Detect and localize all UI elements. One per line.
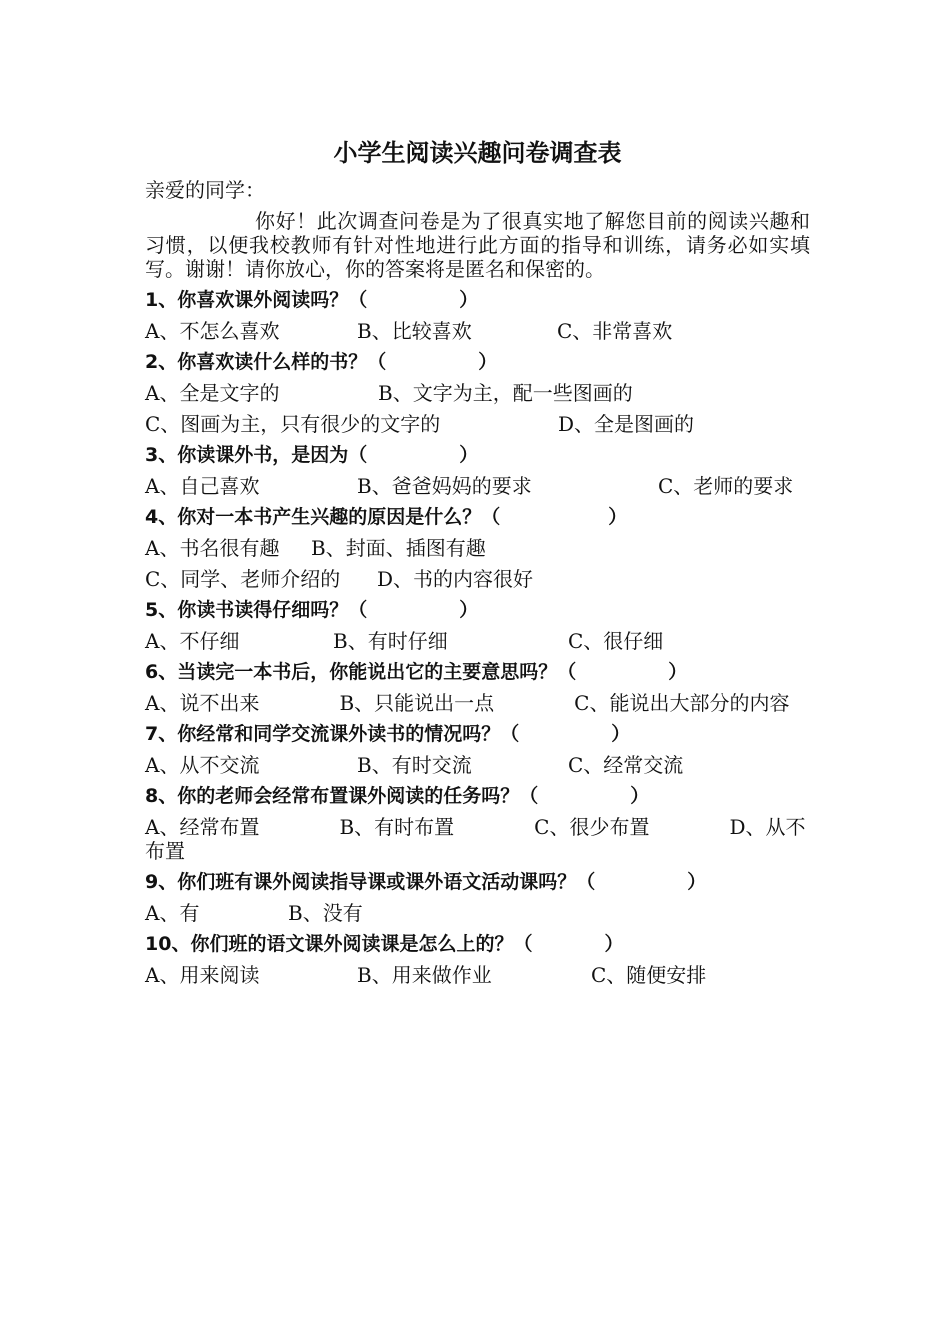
question-text: 4、你对一本书产生兴趣的原因是什么？（ ） [145, 506, 628, 528]
option-row[interactable]: A、经常布置 B、有时布置 C、很少布置 D、从不布置 [145, 815, 806, 863]
question-block [145, 719, 810, 781]
intro-paragraph: 你好！此次调查问卷是为了很真实地了解您目前的阅读兴趣和习惯，以便我校教师有针对性地进行此方面的指导和训练，请务必如实填写。谢谢！请你放心，你的答案将是匿名和保密的。 [145, 209, 810, 281]
question-text: 6、当读完一本书后，你能说出它的主要意思吗？（ ） [145, 661, 688, 683]
question-block [145, 347, 810, 440]
question-text: 10、你们班的语文课外阅读课是怎么上的？（ ） [145, 933, 624, 955]
option-b[interactable]: B、用来做作业 [357, 963, 492, 987]
question-text: 3、你读课外书，是因为（ ） [145, 444, 479, 466]
option-c[interactable]: C、老师的要求 [658, 474, 794, 498]
question-block [145, 285, 810, 347]
option-b[interactable]: B、没有 [288, 901, 363, 925]
option-c[interactable]: C、经常交流 [568, 753, 684, 777]
option-c[interactable]: C、同学、老师介绍的 [145, 567, 341, 591]
option-c[interactable]: C、很仔细 [568, 629, 664, 653]
option-b[interactable]: B、封面、插图有趣 [311, 536, 486, 560]
question-block [145, 929, 810, 991]
option-row [145, 960, 810, 991]
question-text: 7、你经常和同学交流课外读书的情况吗？（ ） [145, 723, 631, 745]
option-a[interactable]: A、用来阅读 [145, 963, 260, 987]
option-d[interactable]: D、全是图画的 [558, 412, 695, 436]
option-b[interactable]: B、有时仔细 [333, 629, 448, 653]
question-block [145, 867, 810, 929]
option-c[interactable]: C、随便安排 [591, 963, 707, 987]
option-a[interactable]: A、不仔细 [145, 629, 240, 653]
option-a[interactable]: A、书名很有趣 [145, 536, 280, 560]
option-b[interactable]: B、比较喜欢 [357, 319, 472, 343]
option-row [145, 471, 810, 502]
option-a[interactable]: A、不怎么喜欢 [145, 319, 280, 343]
option-c[interactable]: C、非常喜欢 [557, 319, 673, 343]
question-block [145, 502, 810, 595]
option-d[interactable]: D、书的内容很好 [377, 567, 534, 591]
question-block [145, 657, 810, 719]
option-a[interactable]: A、全是文字的 [145, 381, 280, 405]
question-text: 5、你读书读得仔细吗？（ ） [145, 599, 479, 621]
question-text: 1、你喜欢课外阅读吗？（ ） [145, 289, 479, 311]
option-b[interactable]: B、有时交流 [357, 753, 472, 777]
question-text: 2、你喜欢读什么样的书？（ ） [145, 351, 498, 373]
option-row[interactable]: A、说不出来 B、只能说出一点 C、能说出大部分的内容 [145, 691, 790, 715]
option-row [145, 378, 810, 409]
question-block [145, 781, 810, 867]
option-c[interactable]: C、图画为主，只有很少的文字的 [145, 412, 441, 436]
question-block [145, 440, 810, 502]
question-block [145, 595, 810, 657]
option-row [145, 626, 810, 657]
option-row [145, 750, 810, 781]
greeting: 亲爱的同学： [145, 178, 265, 202]
option-b[interactable]: B、文字为主，配一些图画的 [378, 381, 633, 405]
question-text: 8、你的老师会经常布置课外阅读的任务吗？（ ） [145, 785, 650, 807]
option-row [145, 316, 810, 347]
option-a[interactable]: A、有 [145, 901, 200, 925]
option-a[interactable]: A、自己喜欢 [145, 474, 260, 498]
option-a[interactable]: A、从不交流 [145, 753, 260, 777]
option-row [145, 564, 810, 595]
option-row [145, 409, 810, 440]
option-b[interactable]: B、爸爸妈妈的要求 [357, 474, 532, 498]
option-row [145, 533, 810, 564]
survey-page [145, 133, 810, 991]
option-row [145, 898, 810, 929]
page-title: 小学生阅读兴趣问卷调查表 [333, 138, 622, 167]
question-text: 9、你们班有课外阅读指导课或课外语文活动课吗？（ ） [145, 871, 707, 893]
